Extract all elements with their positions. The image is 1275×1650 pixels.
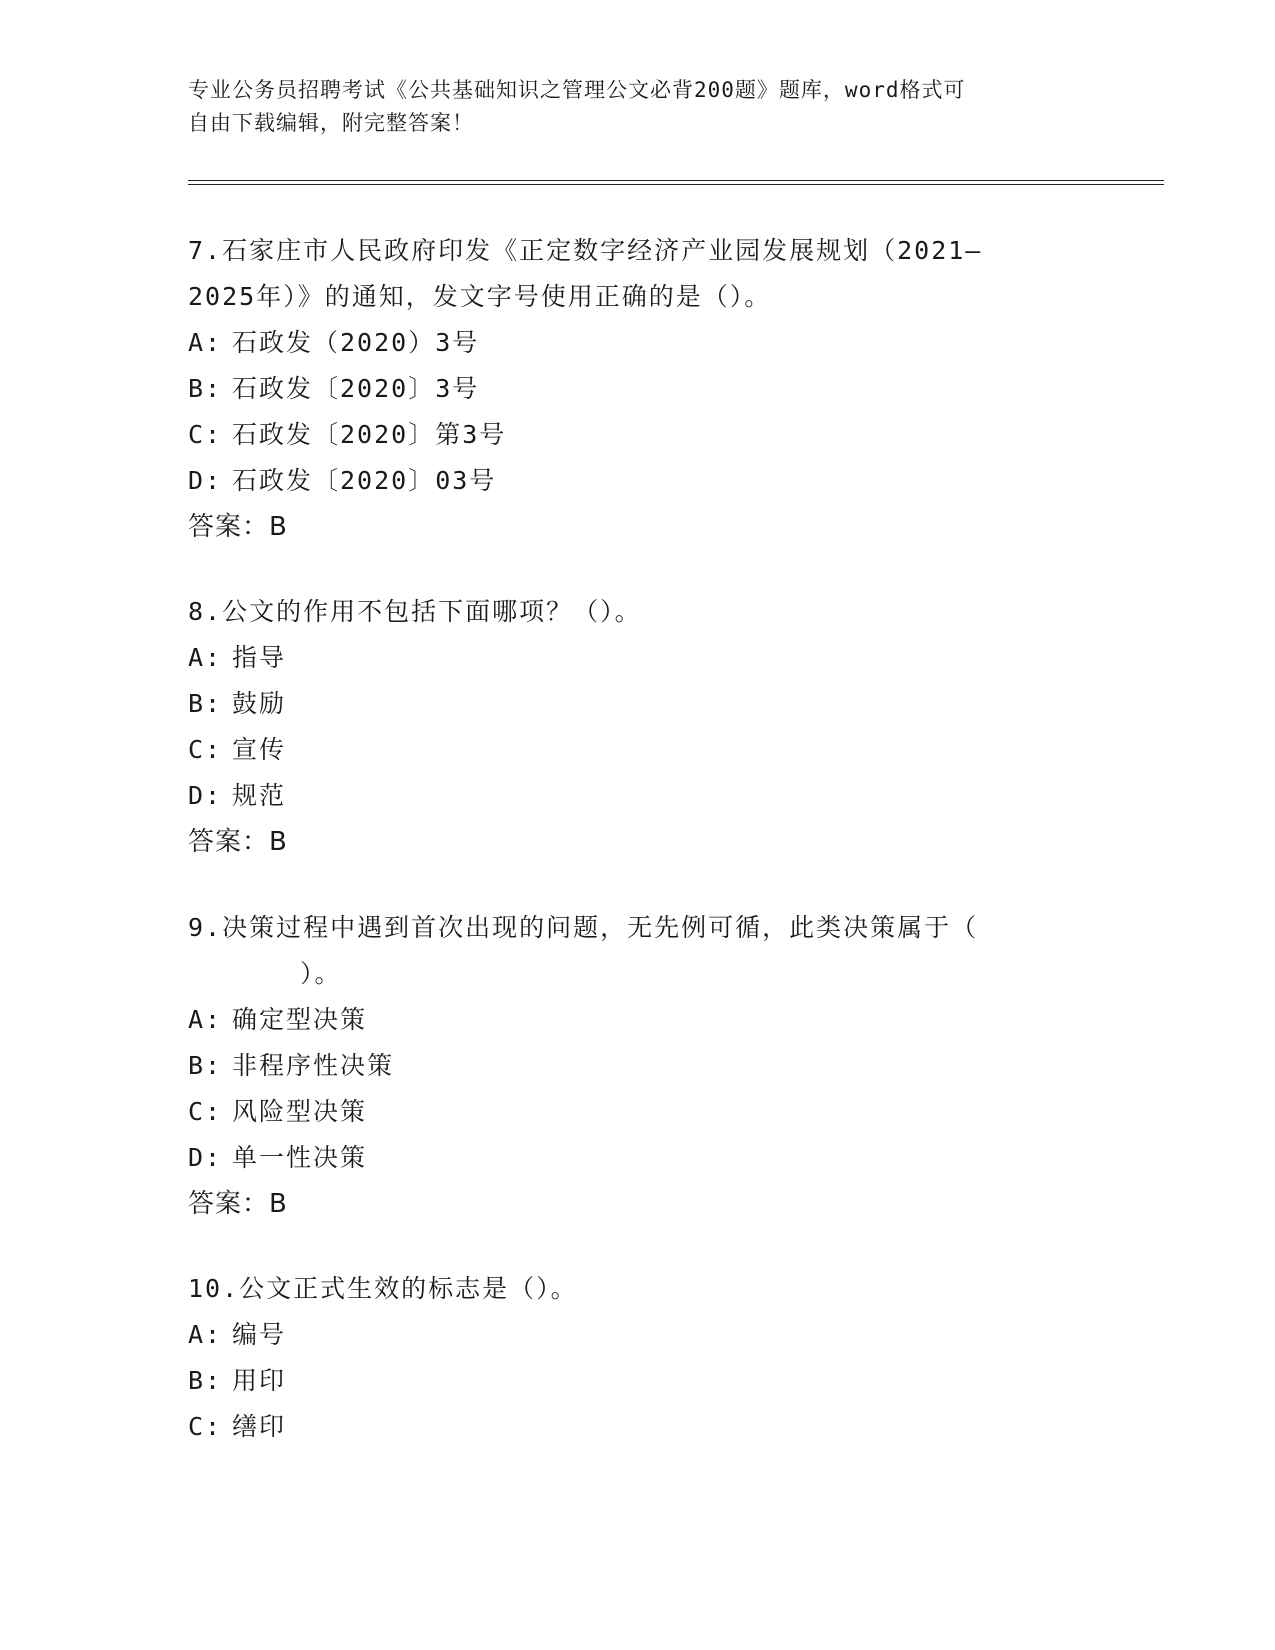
question-stem	[188, 228, 1088, 320]
question-stem	[188, 589, 1088, 635]
header-line-1: 专业公务员招聘考试《公共基础知识之管理公文必背200题》题库，word格式可	[188, 78, 966, 102]
answer-line: 答案：B	[188, 1189, 288, 1219]
header-divider-bottom	[188, 184, 1164, 185]
question-stem-line-2: ）。	[300, 959, 342, 988]
question-stem-line-1: 8.公文的作用不包括下面哪项？（）。	[188, 597, 642, 626]
question-8	[188, 589, 1088, 865]
option-b: B: 鼓励	[188, 689, 287, 718]
question-stem-line-1: 7.石家庄市人民政府印发《正定数字经济产业园发展规划（2021—	[188, 236, 983, 265]
question-7	[188, 228, 1088, 550]
question-stem-line-1: 9.决策过程中遇到首次出现的问题，无先例可循，此类决策属于（	[188, 913, 979, 942]
option-c: C: 风险型决策	[188, 1097, 368, 1126]
header-line-2: 自由下载编辑，附完整答案！	[188, 111, 474, 135]
answer-line: 答案：B	[188, 512, 288, 542]
answer-line: 答案：B	[188, 827, 288, 857]
option-c: C: 石政发〔2020〕第3号	[188, 420, 507, 449]
question-stem	[188, 905, 1088, 997]
option-b: B: 非程序性决策	[188, 1051, 395, 1080]
option-d: D: 单一性决策	[188, 1143, 368, 1172]
option-c: C: 缮印	[188, 1412, 287, 1441]
option-a: A: 石政发（2020）3号	[188, 328, 480, 357]
option-b: B: 用印	[188, 1366, 287, 1395]
question-10	[188, 1266, 1088, 1450]
question-9	[188, 905, 1088, 1227]
header-divider-top	[188, 180, 1164, 181]
option-d: D: 石政发〔2020〕03号	[188, 466, 497, 495]
option-a: A: 编号	[188, 1320, 287, 1349]
option-a: A: 确定型决策	[188, 1005, 368, 1034]
document-header	[188, 74, 1088, 140]
option-b: B: 石政发〔2020〕3号	[188, 374, 480, 403]
option-c: C: 宣传	[188, 735, 287, 764]
option-a: A: 指导	[188, 643, 287, 672]
question-stem-line-2: 2025年）》的通知，发文字号使用正确的是（）。	[188, 282, 772, 311]
question-stem	[188, 1266, 1088, 1312]
option-d: D: 规范	[188, 781, 287, 810]
question-stem-line-1: 10.公文正式生效的标志是（）。	[188, 1274, 578, 1303]
